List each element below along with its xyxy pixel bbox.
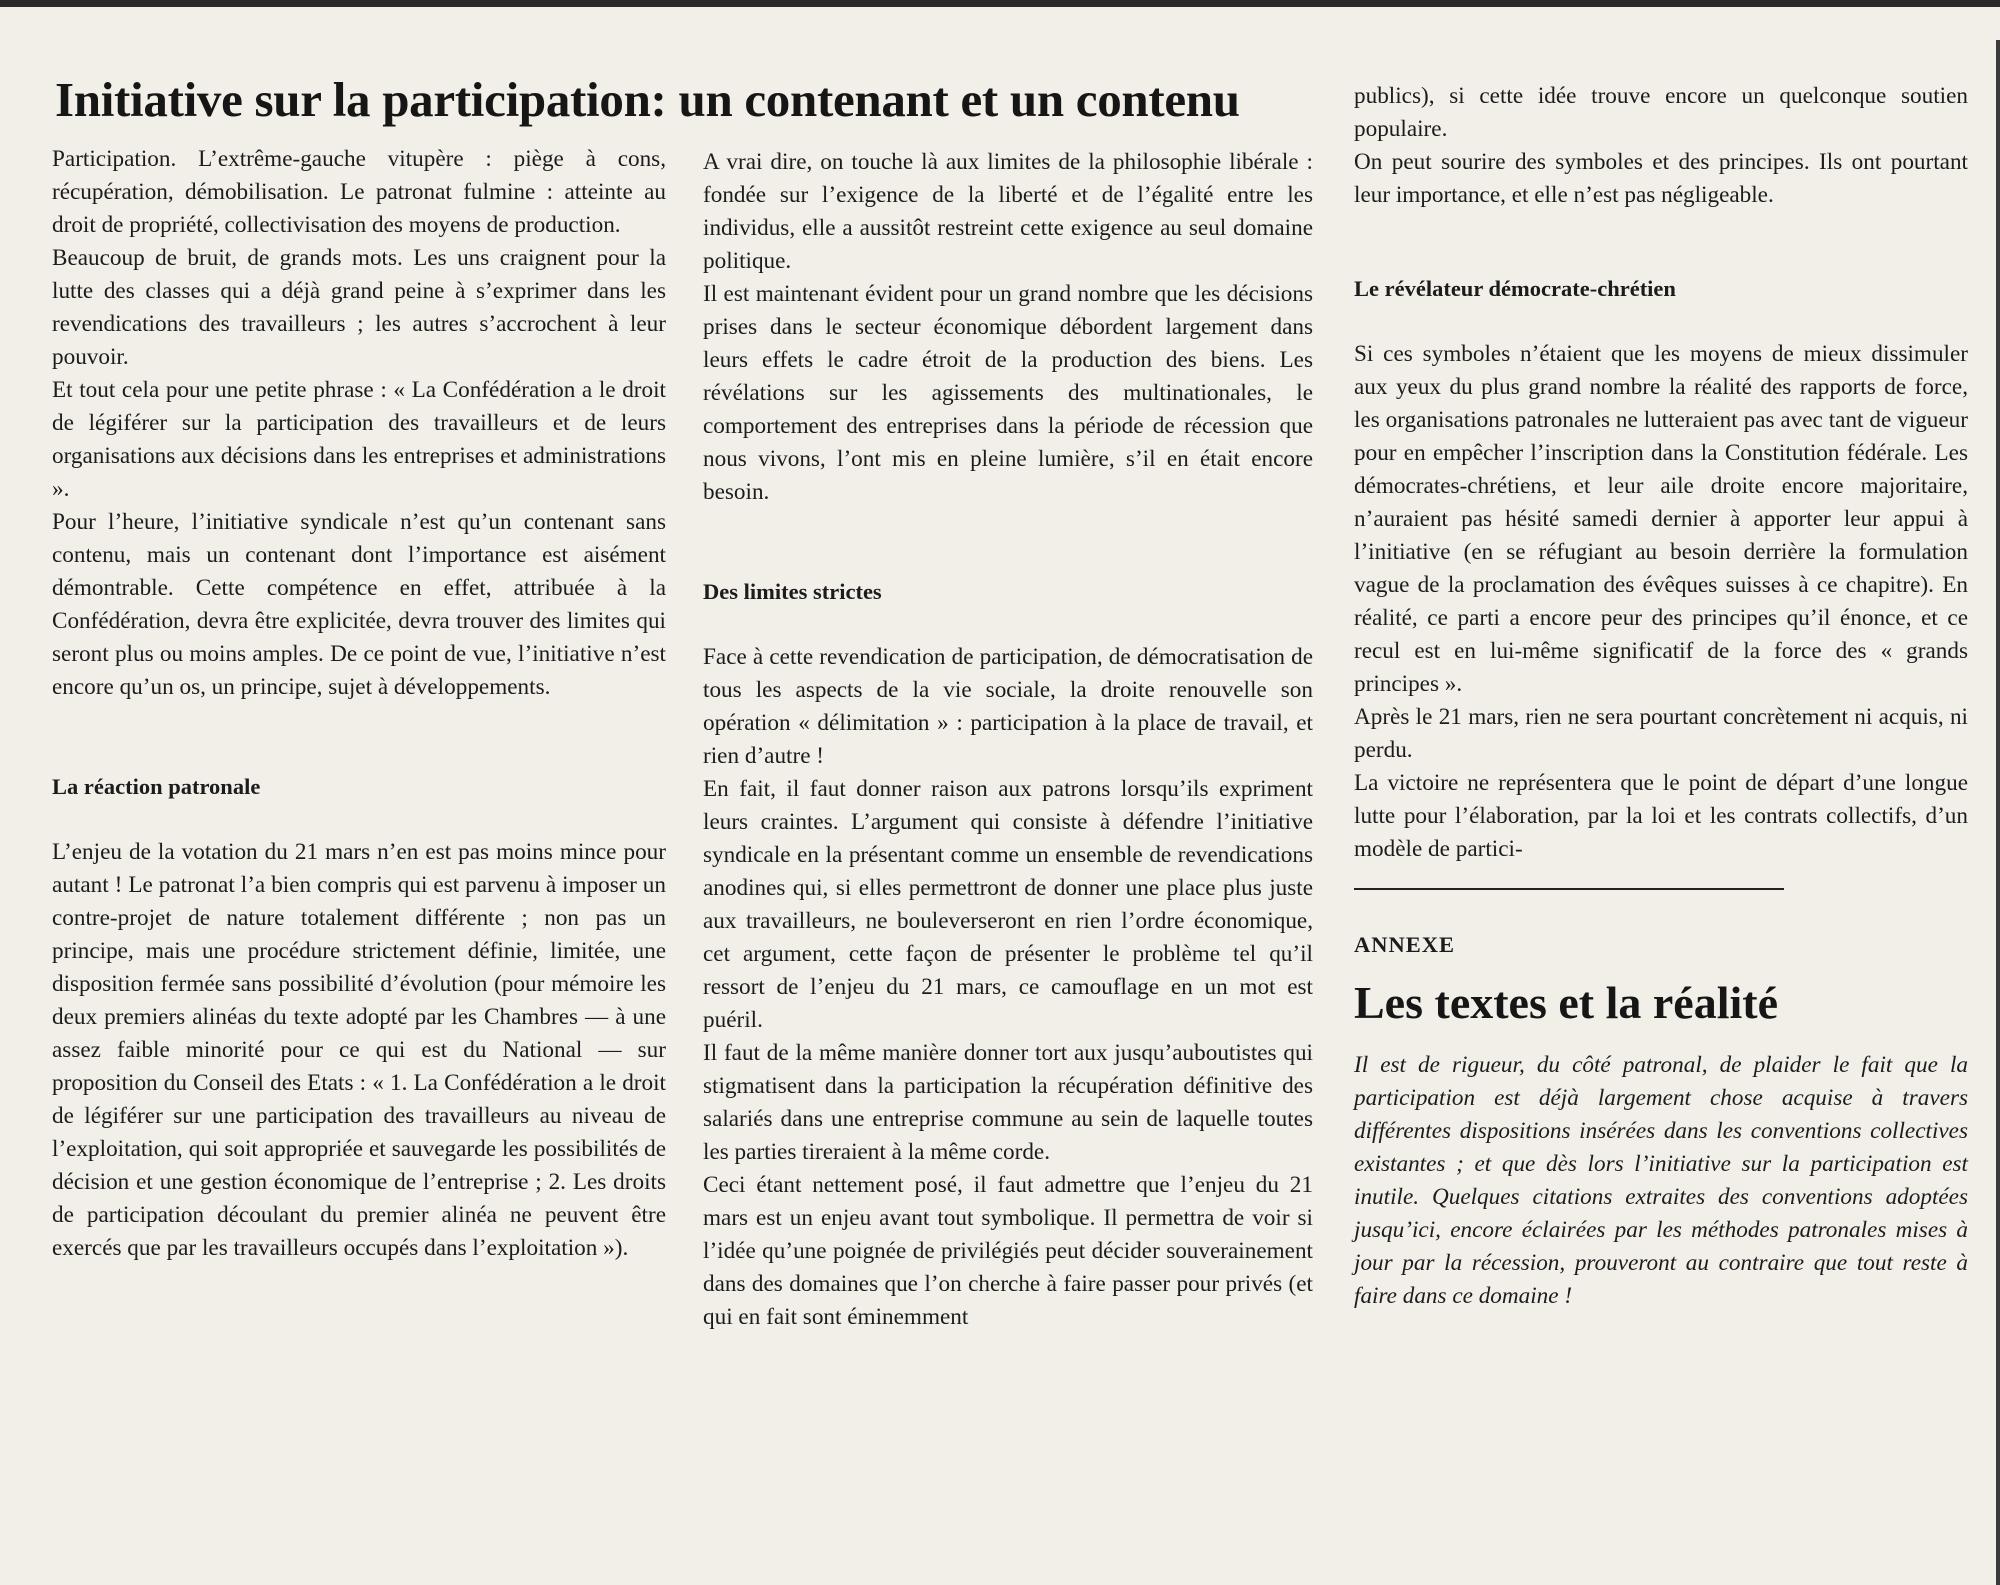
column-2 xyxy=(703,146,1313,1334)
page-top-border xyxy=(0,0,2000,7)
column-1 xyxy=(52,143,666,1265)
paragraph: Beaucoup de bruit, de grands mots. Les uns craignent pour la lutte des classes qui a déjà grand peine à s’exprimer dans les revendications des travailleurs ; les autres s’accrochent à leur pouvoir. xyxy=(52,245,666,370)
annexe-title: Les textes et la réalité xyxy=(1354,977,1779,1028)
paragraph: Face à cette revendication de participation, de démocratisation de tous les aspects de la vie sociale, la droite renouvelle son opération « délimitation » : participation à la place de travail, et rien d’autre ! xyxy=(703,644,1313,769)
paragraph: Il faut de la même manière donner tort aux jusqu’auboutistes qui stigmatisent dans la participation la récupération définitive des salariés dans une entreprise commune au sein de laquelle toutes les parties tireraient à la même corde. xyxy=(703,1040,1313,1165)
paragraph: On peut sourire des symboles et des principes. Ils ont pourtant leur importance, et elle n’est pas négligeable. xyxy=(1354,149,1968,208)
annexe-intro: Il est de rigueur, du côté patronal, de plaider le fait que la participation est déjà largement chose acquise à travers différentes dispositions insérées dans les conventions collectives existantes ; et que dès lors l’initiative sur la participation est inutile. Quelques citations extraites des conventions adoptées jusqu’ici, encore éclairées par les méthodes patronales mises à jour par la récession, prouveront au contraire que tout reste à faire dans ce domaine ! xyxy=(1354,1052,1968,1309)
paragraph: Après le 21 mars, rien ne sera pourtant concrètement ni acquis, ni perdu. xyxy=(1354,704,1968,763)
paragraph: A vrai dire, on touche là aux limites de la philosophie libérale : fondée sur l’exigence de la liberté et de l’égalité entre les individus, elle a aussitôt restreint cette exigence au seul domaine politique. xyxy=(703,149,1313,274)
paragraph: Participation. L’extrême-gauche vitupère : piège à cons, récupération, démobilisation. Le patronat fulmine : atteinte au droit de propriété, collectivisation des moyens de production. xyxy=(52,146,666,238)
column-3 xyxy=(1354,80,1968,1313)
page-right-border xyxy=(1996,40,2000,1585)
paragraph: Pour l’heure, l’initiative syndicale n’est qu’un contenant sans contenu, mais un contenant dont l’importance est aisément démontrable. Cette compétence en effet, attribuée à la Confédération, devra être explicitée, devra trouver des limites qui seront plus ou moins amples. De ce point de vue, l’initiative n’est encore qu’un os, un principe, sujet à développements. xyxy=(52,509,666,700)
paragraph: Et tout cela pour une petite phrase : « La Confédération a le droit de légiférer sur la participation des travailleurs et de leurs organisations aux décisions dans les entreprises et administrations ». xyxy=(52,377,666,502)
paragraph: Il est maintenant évident pour un grand nombre que les décisions prises dans le secteur économique débordent largement dans leurs effets le cadre étroit de la production des biens. Les révélations sur les agissements des multinationales, le comportement des entreprises dans la période de récession que nous vivons, l’ont mis en pleine lumière, s’il en était encore besoin. xyxy=(703,281,1313,505)
paragraph: L’enjeu de la votation du 21 mars n’en est pas moins mince pour autant ! Le patronat l’a bien compris qui est parvenu à imposer un contre-projet de nature totalement différente ; non pas un principe, mais une procédure strictement définie, limitée, une disposition fermée sans possibilité d’évolution (pour mémoire les deux premiers alinéas du texte adopté par les Chambres — à une assez faible minorité pour ce qui est du National — sur proposition du Conseil des Etats : « 1. La Confédération a le droit de légiférer sur une participation des travailleurs au niveau de l’exploitation, qui soit appropriée et sauvegarde les possibilités de décision et une gestion économique de l’entreprise ; 2. Les droits de participation découlant du premier alinéa ne peuvent être exercés que par les travailleurs occupés dans l’exploitation »). xyxy=(52,839,666,1261)
section-heading: La réaction patronale xyxy=(52,774,261,799)
paragraph: En fait, il faut donner raison aux patrons lorsqu’ils expriment leurs craintes. L’argument qui consiste à défendre l’initiative syndicale en la présentant comme un ensemble de revendications anodines qui, si elles permettront de donner une place plus juste aux travailleurs, ne bouleverseront en rien l’ordre économique, cet argument, cette façon de présenter le problème tel qu’il ressort de l’enjeu du 21 mars, ce camouflage en un mot est puéril. xyxy=(703,776,1313,1033)
section-heading: Des limites strictes xyxy=(703,579,882,604)
section-heading: Le révélateur démocrate-chrétien xyxy=(1354,276,1676,301)
paragraph: La victoire ne représentera que le point de départ d’une longue lutte pour l’élaboration, par la loi et les contrats collectifs, d’un modèle de partici- xyxy=(1354,770,1968,862)
annexe-label: ANNEXE xyxy=(1354,932,1456,957)
section-divider xyxy=(1354,888,1784,890)
paragraph: publics), si cette idée trouve encore un quelconque soutien populaire. xyxy=(1354,83,1968,142)
paragraph: Ceci étant nettement posé, il faut admettre que l’enjeu du 21 mars est un enjeu avant tout symbolique. Il permettra de voir si l’idée qu’une poignée de privilégiés peut décider souverainement dans des domaines que l’on cherche à faire passer pour privés (et qui en fait sont éminemment xyxy=(703,1172,1313,1330)
paragraph: Si ces symboles n’étaient que les moyens de mieux dissimuler aux yeux du plus grand nombre la réalité des rapports de force, les organisations patronales ne lutteraient pas avec tant de vigueur pour en empêcher l’inscription dans la Constitution fédérale. Les démocrates-chrétiens, et leur aile droite encore majoritaire, n’auraient pas hésité samedi dernier à apporter leur appui à l’initiative (en se réfugiant au besoin derrière la formulation vague de la proclamation des évêques suisses à ce chapitre). En réalité, ce parti a encore peur des principes qu’il énonce, et ce recul est en lui-même significatif de la force des « grands principes ». xyxy=(1354,341,1968,697)
article-headline: Initiative sur la participation: un contenant et un contenu xyxy=(55,72,1240,127)
